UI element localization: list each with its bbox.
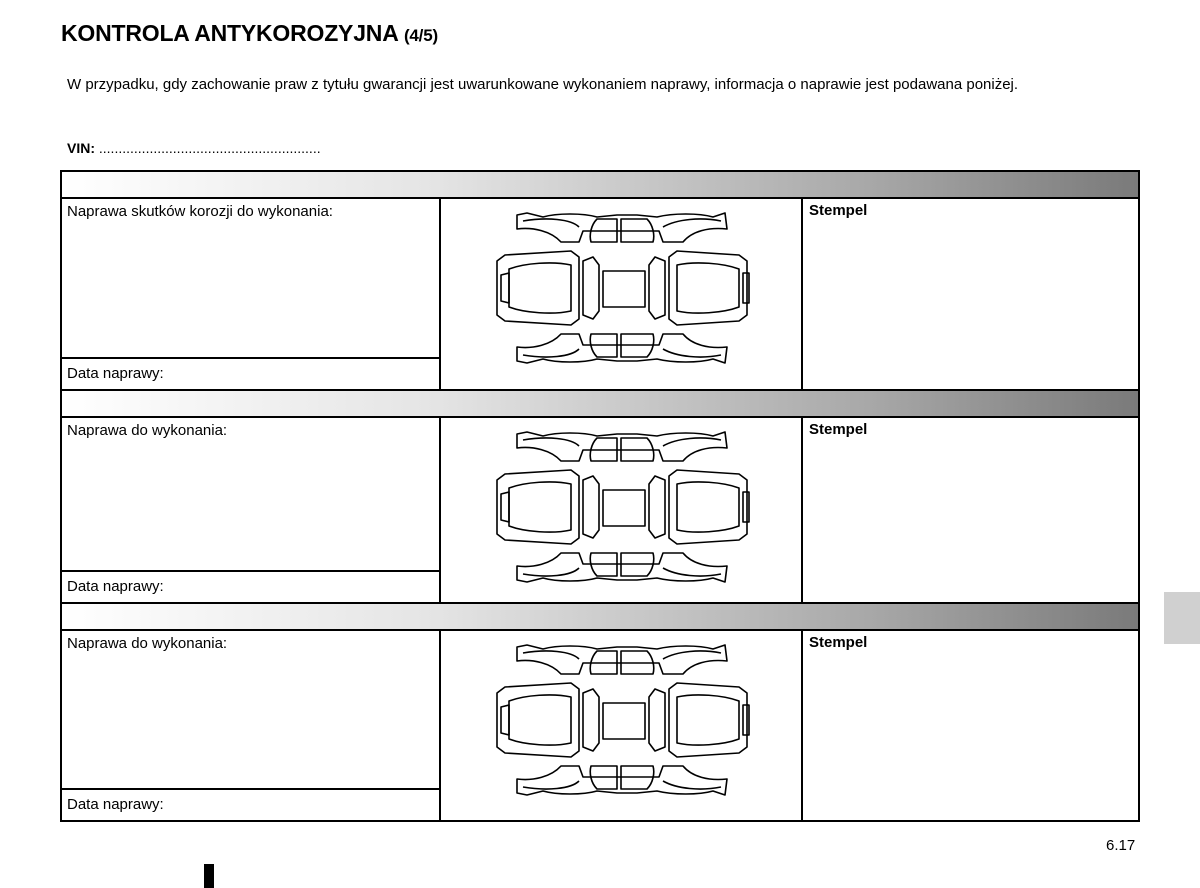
car-body-diagram: [487, 428, 757, 588]
repair-description-cell: [62, 631, 441, 820]
car-diagram-cell: [441, 199, 803, 389]
stamp-cell: [803, 418, 1138, 602]
repair-label: Naprawa skutków korozji do wykonania:: [67, 203, 333, 220]
vin-field: [67, 140, 321, 156]
date-label: Data naprawy:: [67, 365, 164, 382]
page-number: 6.17: [1106, 837, 1136, 854]
repair-date-cell: [62, 357, 439, 389]
repair-block-1: [60, 170, 1140, 391]
repair-block-3: [60, 602, 1140, 822]
stamp-label: Stempel: [809, 421, 868, 438]
car-diagram-cell: [441, 418, 803, 602]
vin-dots: .........................................................: [95, 140, 321, 156]
repair-block-2: [60, 389, 1140, 604]
repair-date-cell: [62, 570, 439, 602]
stamp-label: Stempel: [809, 202, 868, 219]
repair-date-cell: [62, 788, 439, 820]
repair-description-cell: [62, 199, 441, 389]
stamp-cell: [803, 631, 1138, 820]
repair-description-cell: [62, 418, 441, 602]
chapter-tab: [1164, 592, 1200, 644]
print-mark: [204, 864, 214, 888]
stamp-cell: [803, 199, 1138, 389]
date-label: Data naprawy:: [67, 578, 164, 595]
car-body-diagram: [487, 641, 757, 801]
stamp-label: Stempel: [809, 634, 868, 651]
page-title: KONTROLA ANTYKOROZYJNA (4/5): [61, 20, 438, 46]
vin-label: VIN:: [67, 140, 95, 156]
repair-label: Naprawa do wykonania:: [67, 422, 228, 439]
block-header-bar: [62, 604, 1138, 631]
car-body-diagram: [487, 209, 757, 369]
repair-label: Naprawa do wykonania:: [67, 635, 228, 652]
date-label: Data naprawy:: [67, 796, 164, 813]
page-title-part: (4/5): [403, 26, 438, 45]
intro-text: W przypadku, gdy zachowanie praw z tytułu gwarancji jest uwarunkowane wykonaniem naprawy, informacja o naprawie jest podawana poniżej.: [67, 76, 1019, 93]
car-diagram-cell: [441, 631, 803, 820]
block-header-bar: [62, 172, 1138, 199]
block-header-bar: [62, 391, 1138, 418]
